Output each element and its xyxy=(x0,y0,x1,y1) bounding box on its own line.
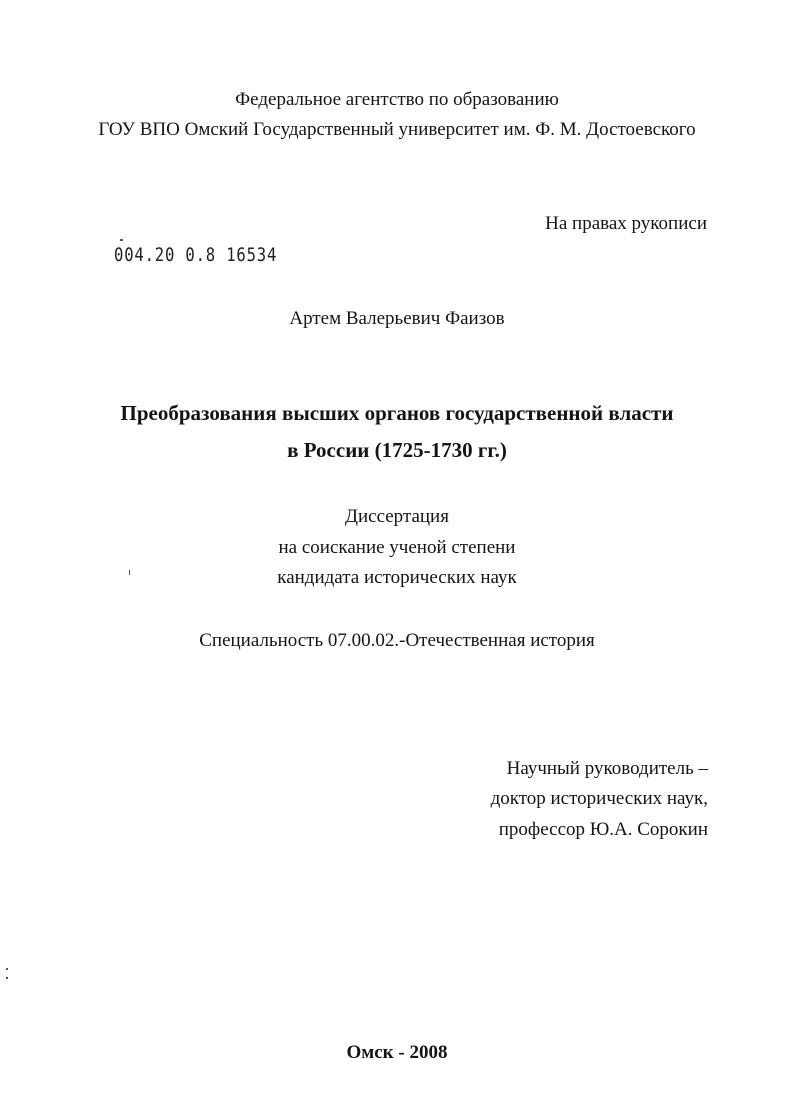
dissertation-title-line-1: Преобразования высших органов государственной власти xyxy=(120,401,674,425)
scan-speck xyxy=(129,570,130,575)
registry-stamp: 004.20 0.8 16534 xyxy=(114,244,278,266)
author-name: Артем Валерьевич Фаизов xyxy=(289,308,505,329)
scan-speck xyxy=(6,977,8,979)
city-year: Омск - 2008 xyxy=(346,1042,448,1063)
degree-line-1: Диссертация xyxy=(345,506,449,527)
supervisor-line-3: профессор Ю.А. Сорокин xyxy=(498,819,708,840)
degree-line-2: на соискание ученой степени xyxy=(278,537,516,558)
supervisor-line-1: Научный руководитель – xyxy=(506,758,708,779)
manuscript-note: На правах рукописи xyxy=(545,213,707,234)
degree-line-3: кандидата исторических наук xyxy=(277,567,517,588)
specialty: Специальность 07.00.02.-Отечественная история xyxy=(199,630,595,651)
agency-name: Федеральное агентство по образованию xyxy=(235,89,559,110)
supervisor-line-2: доктор исторических наук, xyxy=(490,788,708,809)
scan-speck xyxy=(120,239,123,241)
dissertation-title-line-2: в России (1725-1730 гг.) xyxy=(287,438,507,462)
scan-speck xyxy=(6,968,8,970)
university-name: ГОУ ВПО Омский Государственный университет им. Ф. М. Достоевского xyxy=(98,119,696,140)
